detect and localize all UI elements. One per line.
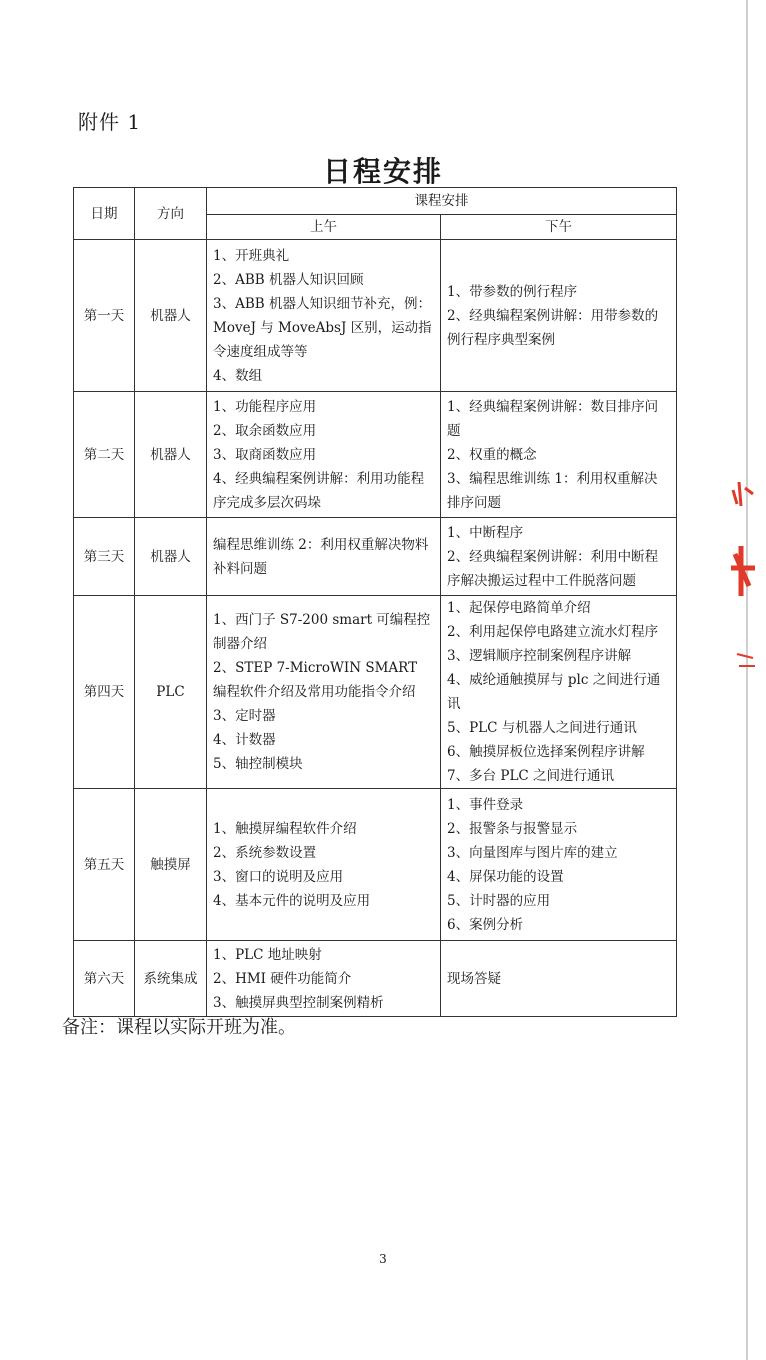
day-cell: 第六天 — [74, 941, 135, 1017]
header-morning: 上午 — [207, 215, 441, 240]
day-cell: 第四天 — [74, 596, 135, 789]
course-item: 1、触摸屏编程软件介绍 — [213, 820, 357, 837]
table-row — [74, 240, 677, 392]
direction-cell: 机器人 — [135, 240, 207, 392]
morning-cell — [207, 392, 441, 518]
course-item: 3、逻辑顺序控制案例程序讲解 — [447, 648, 632, 664]
course-item: 2、报警条与报警显示 — [447, 820, 578, 837]
afternoon-cell — [441, 596, 677, 789]
course-item: 3、编程思维训练 1：利用权重解决排序问题 — [447, 470, 658, 511]
course-item: 2、经典编程案例讲解：用带参数的例行程序典型案例 — [447, 307, 659, 348]
course-item: 6、触摸屏板位选择案例程序讲解 — [447, 744, 645, 760]
header-direction: 方向 — [135, 188, 207, 240]
direction-cell: 机器人 — [135, 392, 207, 518]
header-afternoon: 下午 — [441, 215, 677, 240]
course-item: 4、计数器 — [213, 732, 276, 748]
table-row — [74, 941, 677, 1017]
day-cell: 第三天 — [74, 518, 135, 596]
table-row — [74, 596, 677, 789]
course-item: 2、系统参数设置 — [213, 844, 317, 861]
course-item: 1、功能程序应用 — [213, 398, 317, 415]
course-item: 7、多台 PLC 之间进行通讯 — [447, 768, 615, 784]
course-item: 2、权重的概念 — [447, 446, 537, 463]
course-item: 1、事件登录 — [447, 796, 524, 813]
attachment-label: 附件 1 — [78, 110, 142, 134]
direction-cell: 机器人 — [135, 518, 207, 596]
course-item: 4、基本元件的说明及应用 — [213, 892, 371, 909]
course-item: 3、定时器 — [213, 708, 276, 724]
course-item: 2、STEP 7-MicroWIN SMART 编程软件介绍及常用功能指令介绍 — [213, 660, 418, 700]
afternoon-cell — [441, 240, 677, 392]
course-item: 4、威纶通触摸屏与 plc 之间进行通讯 — [447, 672, 661, 712]
course-item: 1、带参数的例行程序 — [447, 283, 578, 300]
course-item: 2、取余函数应用 — [213, 422, 317, 439]
course-item: 4、屏保功能的设置 — [447, 868, 564, 885]
morning-cell — [207, 240, 441, 392]
morning-cell — [207, 596, 441, 789]
course-item: 3、向量图库与图片库的建立 — [447, 844, 618, 861]
course-item: 2、ABB 机器人知识回顾 — [213, 271, 364, 288]
course-item: 3、取商函数应用 — [213, 446, 317, 463]
afternoon-cell — [441, 789, 677, 941]
course-item: 2、经典编程案例讲解：利用中断程序解决搬运过程中工件脱落问题 — [447, 548, 659, 589]
course-item: 5、轴控制模块 — [213, 756, 303, 772]
course-item: 6、案例分析 — [447, 916, 524, 933]
course-item: 3、ABB 机器人知识细节补充，例：MoveJ 与 MoveAbsJ 区别，运动指令速度组成等等 — [213, 295, 432, 360]
table-row — [74, 789, 677, 941]
schedule-table — [73, 187, 677, 1017]
afternoon-cell — [441, 392, 677, 518]
course-item: 2、HMI 硬件功能简介 — [213, 970, 352, 987]
course-item: 1、开班典礼 — [213, 247, 290, 264]
course-item: 5、PLC 与机器人之间进行通讯 — [447, 720, 637, 736]
red-stamp-fragment — [727, 476, 757, 676]
direction-cell: PLC — [135, 596, 207, 789]
footnote: 备注：课程以实际开班为准。 — [62, 1017, 296, 1038]
course-item: 5、计时器的应用 — [447, 892, 551, 909]
morning-cell — [207, 941, 441, 1017]
page-title: 日程安排 — [322, 155, 443, 188]
course-item: 1、西门子 S7-200 smart 可编程控制器介绍 — [213, 612, 431, 652]
direction-cell: 系统集成 — [135, 941, 207, 1017]
day-cell: 第一天 — [74, 240, 135, 392]
morning-cell — [207, 789, 441, 941]
page-number: 3 — [379, 1252, 387, 1266]
course-item: 2、利用起保停电路建立流水灯程序 — [447, 624, 659, 640]
direction-cell: 触摸屏 — [135, 789, 207, 941]
table-row — [74, 518, 677, 596]
header-date: 日期 — [74, 188, 135, 240]
day-cell: 第五天 — [74, 789, 135, 941]
course-item: 3、触摸屏典型控制案例精析 — [213, 994, 384, 1011]
course-item: 编程思维训练 2：利用权重解决物料补料问题 — [213, 536, 429, 577]
header-course: 课程安排 — [207, 188, 677, 215]
course-item: 3、窗口的说明及应用 — [213, 868, 344, 885]
table-row — [74, 392, 677, 518]
course-item: 1、经典编程案例讲解：数目排序问题 — [447, 398, 659, 439]
course-item: 1、中断程序 — [447, 524, 524, 541]
course-item: 现场答疑 — [447, 970, 501, 987]
day-cell: 第二天 — [74, 392, 135, 518]
course-item: 1、起保停电路简单介绍 — [447, 600, 591, 616]
course-item: 1、PLC 地址映射 — [213, 946, 322, 963]
afternoon-cell — [441, 518, 677, 596]
afternoon-cell — [441, 941, 677, 1017]
course-item: 4、经典编程案例讲解：利用功能程序完成多层次码垛 — [213, 470, 425, 511]
scan-edge-line — [746, 0, 748, 1360]
morning-cell — [207, 518, 441, 596]
course-item: 4、数组 — [213, 367, 263, 384]
